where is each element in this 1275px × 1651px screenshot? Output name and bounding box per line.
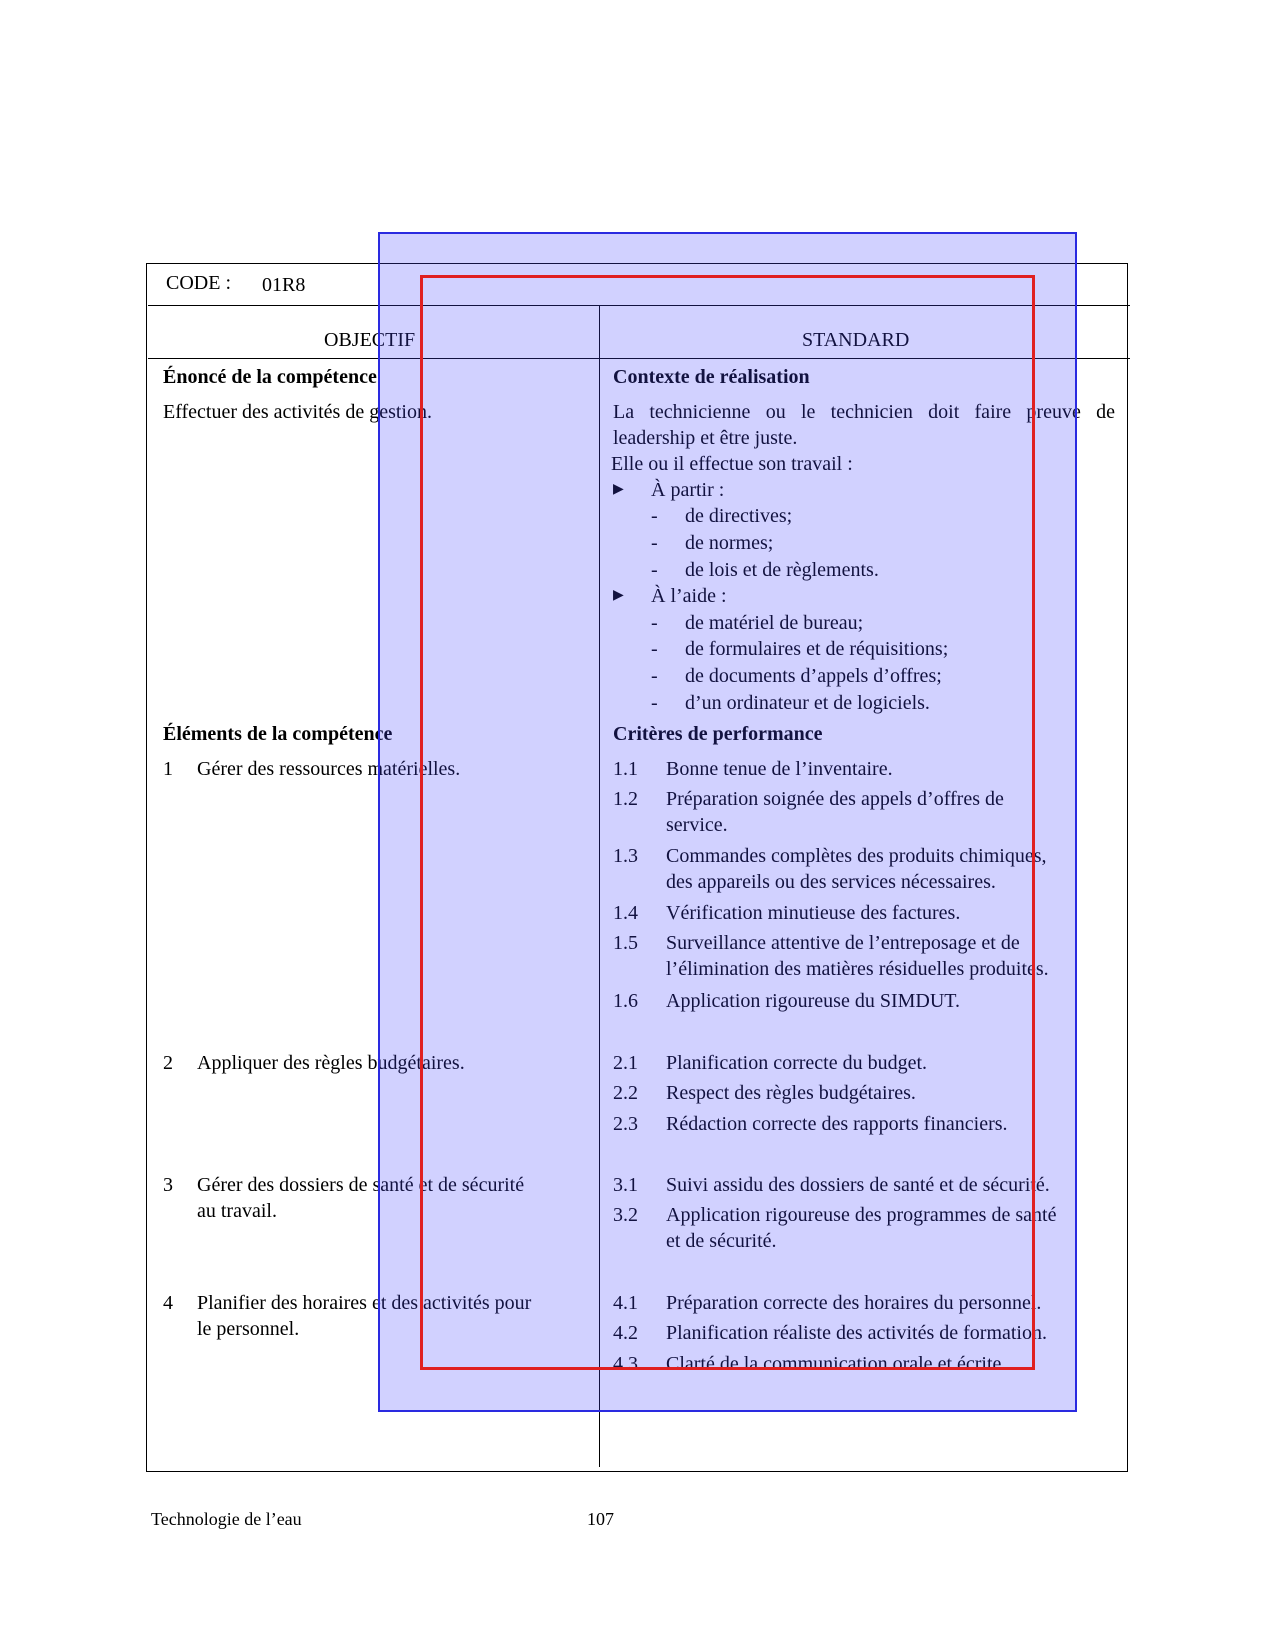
dash-icon: - <box>651 612 658 634</box>
critere-number: 1.4 <box>613 902 638 924</box>
element-number: 1 <box>163 758 173 780</box>
critere-number: 1.6 <box>613 990 638 1012</box>
element-text: Appliquer des règles budgétaires. <box>197 1052 465 1074</box>
elements-title: Éléments de la compétence <box>163 723 393 745</box>
dash-icon: - <box>651 665 658 687</box>
a-aide-label: À l’aide : <box>651 585 727 607</box>
critere-text: Rédaction correcte des rapports financiers. <box>666 1113 1008 1135</box>
element-number: 3 <box>163 1174 173 1196</box>
contexte-line-3: Elle ou il effectue son travail : <box>611 453 853 475</box>
element-number: 4 <box>163 1292 173 1314</box>
element-text: Gérer des ressources matérielles. <box>197 758 461 780</box>
element-text: le personnel. <box>197 1318 300 1340</box>
element-text: au travail. <box>197 1200 277 1222</box>
critere-number: 2.2 <box>613 1082 638 1104</box>
critere-number: 1.1 <box>613 758 638 780</box>
a-aide-item: de documents d’appels d’offres; <box>685 665 942 687</box>
a-partir-item: de normes; <box>685 532 774 554</box>
critere-text: Application rigoureuse des programmes de santé <box>666 1204 1057 1226</box>
bullet-icon: ▶ <box>613 482 624 497</box>
a-partir-label: À partir : <box>651 479 725 501</box>
critere-text: service. <box>666 814 728 836</box>
enonce-title: Énoncé de la compétence <box>163 366 377 388</box>
highlight-box <box>420 275 1035 1370</box>
critere-text: l’élimination des matières résiduelles produites. <box>666 958 1049 980</box>
critere-text: Suivi assidu des dossiers de santé et de sécurité. <box>666 1174 1050 1196</box>
critere-number: 1.3 <box>613 845 638 867</box>
code-value: 01R8 <box>262 274 306 296</box>
critere-text: des appareils ou des services nécessaires. <box>666 871 996 893</box>
a-aide-item: de matériel de bureau; <box>685 612 864 634</box>
a-partir-item: de directives; <box>685 505 793 527</box>
enonce-text: Effectuer des activités de gestion. <box>163 401 432 423</box>
critere-number: 2.1 <box>613 1052 638 1074</box>
contexte-line-2: leadership et être juste. <box>613 427 798 449</box>
footer-page-number: 107 <box>587 1509 614 1529</box>
critere-text: Commandes complètes des produits chimiques, <box>666 845 1047 867</box>
column-title-standard: STANDARD <box>802 329 910 351</box>
contexte-title: Contexte de réalisation <box>613 366 810 388</box>
critere-number: 3.2 <box>613 1204 638 1226</box>
dash-icon: - <box>651 559 658 581</box>
critere-text: Respect des règles budgétaires. <box>666 1082 916 1104</box>
critere-text: Planification correcte du budget. <box>666 1052 928 1074</box>
critere-text: Planification réaliste des activités de formation. <box>666 1322 1047 1344</box>
critere-number: 4.3 <box>613 1353 638 1375</box>
element-text: Planifier des horaires et des activités pour <box>197 1292 532 1314</box>
critere-number: 2.3 <box>613 1113 638 1135</box>
critere-text: Application rigoureuse du SIMDUT. <box>666 990 961 1012</box>
critere-text: Bonne tenue de l’inventaire. <box>666 758 893 780</box>
critere-text: Préparation soignée des appels d’offres de <box>666 788 1004 810</box>
dash-icon: - <box>651 505 658 527</box>
dash-icon: - <box>651 532 658 554</box>
contexte-line-1: La technicienne ou le technicien doit faire preuve de <box>613 401 1115 423</box>
column-title-objectif: OBJECTIF <box>324 329 416 351</box>
element-text: Gérer des dossiers de santé et de sécurité <box>197 1174 525 1196</box>
critere-number: 1.5 <box>613 932 638 954</box>
a-aide-item: d’un ordinateur et de logiciels. <box>685 692 930 714</box>
critere-text: Préparation correcte des horaires du personnel. <box>666 1292 1042 1314</box>
critere-text: Clarté de la communication orale et écrite. <box>666 1353 1007 1375</box>
critere-text: Vérification minutieuse des factures. <box>666 902 961 924</box>
critere-number: 1.2 <box>613 788 638 810</box>
code-label: CODE : <box>166 272 231 294</box>
footer-title: Technologie de l’eau <box>151 1509 302 1529</box>
criteres-title: Critères de performance <box>613 723 823 745</box>
a-aide-item: de formulaires et de réquisitions; <box>685 638 949 660</box>
critere-number: 3.1 <box>613 1174 638 1196</box>
a-partir-item: de lois et de règlements. <box>685 559 879 581</box>
critere-text: Surveillance attentive de l’entreposage et de <box>666 932 1020 954</box>
element-number: 2 <box>163 1052 173 1074</box>
critere-number: 4.1 <box>613 1292 638 1314</box>
critere-text: et de sécurité. <box>666 1230 777 1252</box>
critere-number: 4.2 <box>613 1322 638 1344</box>
dash-icon: - <box>651 692 658 714</box>
bullet-icon: ▶ <box>613 588 624 603</box>
dash-icon: - <box>651 638 658 660</box>
